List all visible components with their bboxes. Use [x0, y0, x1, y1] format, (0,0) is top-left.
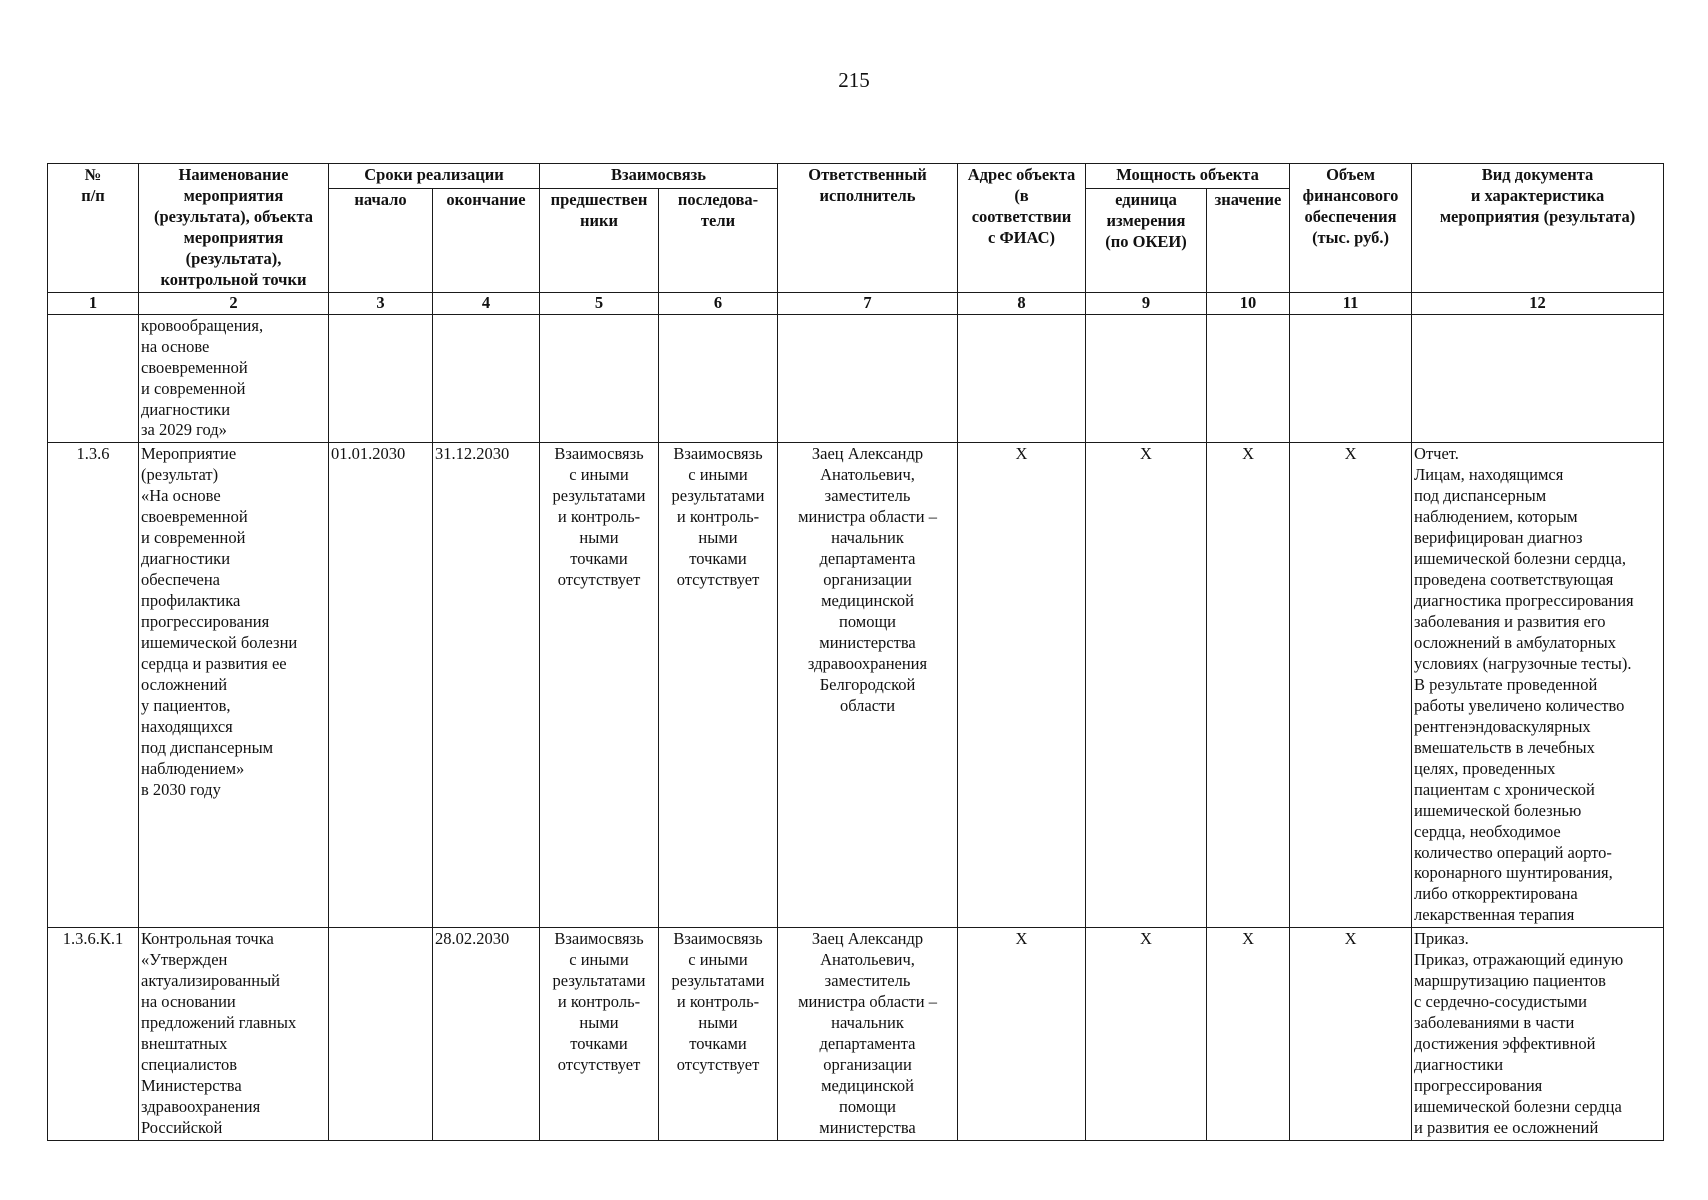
row-document — [1412, 314, 1664, 443]
table-row — [48, 928, 1664, 1141]
row-responsible: Заец Александр Анатольевич, заместитель министра области – начальник департамента организации медицинской помощи министерства здравоохранения Белгородской области — [778, 443, 958, 928]
row-end: 28.02.2030 — [433, 928, 540, 1141]
row-document: Приказ. Приказ, отражающий единую маршрутизацию пациентов с сердечно-сосудистыми заболеваниями в части достижения эффективной диагностики прогрессирования ишемической болезни сердца и развития ее осложнений — [1412, 928, 1664, 1141]
column-number: 2 — [139, 292, 329, 314]
row-predecessors: Взаимосвязь с иными результатами и контроль- ными точками отсутствует — [540, 928, 659, 1141]
row-value: Х — [1207, 928, 1290, 1141]
header-power: Мощность объекта — [1086, 164, 1290, 189]
column-number: 3 — [329, 292, 433, 314]
row-end — [433, 314, 540, 443]
row-successors: Взаимосвязь с иными результатами и контроль- ными точками отсутствует — [659, 928, 778, 1141]
header-predecessors: предшествен ники — [540, 188, 659, 292]
row-address: Х — [958, 443, 1086, 928]
row-number: 1.3.6.К.1 — [48, 928, 139, 1141]
row-predecessors — [540, 314, 659, 443]
row-value — [1207, 314, 1290, 443]
header-name: Наименование мероприятия (результата), объекта мероприятия (результата), контрольной точки — [139, 164, 329, 293]
column-number: 9 — [1086, 292, 1207, 314]
header-start: начало — [329, 188, 433, 292]
row-responsible — [778, 314, 958, 443]
row-name: Контрольная точка «Утвержден актуализированный на основании предложений главных внештатных специалистов Министерства здравоохранения Российской — [139, 928, 329, 1141]
column-number: 1 — [48, 292, 139, 314]
column-number: 6 — [659, 292, 778, 314]
row-successors — [659, 314, 778, 443]
row-document: Отчет. Лицам, находящимся под диспансерным наблюдением, которым верифицирован диагноз ишемической болезни сердца, проведена соответствующая диагностика прогрессирования заболевания и развития его осложнений в амбулаторных условиях (нагрузочные тесты). В результате проведенной работы увеличено количество рентгенэндоваскулярных вмешательств в лечебных целях, проведенных пациентам с хронической ишемической болезнью сердца, необходимое количество операций аорто- коронарного шунтирования, либо откорректирована лекарственная терапия — [1412, 443, 1664, 928]
table-row — [48, 314, 1664, 443]
row-start: 01.01.2030 — [329, 443, 433, 928]
header-financing: Объем финансового обеспечения (тыс. руб.) — [1290, 164, 1412, 293]
row-predecessors: Взаимосвязь с иными результатами и контроль- ными точками отсутствует — [540, 443, 659, 928]
row-start — [329, 314, 433, 443]
header-responsible: Ответственный исполнитель — [778, 164, 958, 293]
row-financing: Х — [1290, 928, 1412, 1141]
row-name: Мероприятие (результат) «На основе своевременной и современной диагностики обеспечена профилактика прогрессирования ишемической болезни сердца и развития ее осложнений у пациентов, находящихся под диспансерным наблюдением» в 2030 году — [139, 443, 329, 928]
column-number: 11 — [1290, 292, 1412, 314]
row-address: Х — [958, 928, 1086, 1141]
row-responsible: Заец Александр Анатольевич, заместитель министра области – начальник департамента организации медицинской помощи министерства — [778, 928, 958, 1141]
column-number: 8 — [958, 292, 1086, 314]
column-number: 10 — [1207, 292, 1290, 314]
row-financing: Х — [1290, 443, 1412, 928]
row-unit — [1086, 314, 1207, 443]
page-number: 215 — [838, 68, 870, 92]
row-value: Х — [1207, 443, 1290, 928]
header-document: Вид документа и характеристика мероприятия (результата) — [1412, 164, 1664, 293]
column-numbers-row — [48, 292, 1664, 314]
row-number: 1.3.6 — [48, 443, 139, 928]
header-successors: последова- тели — [659, 188, 778, 292]
row-unit: Х — [1086, 443, 1207, 928]
header-address: Адрес объекта (в соответствии с ФИАС) — [958, 164, 1086, 293]
column-number: 7 — [778, 292, 958, 314]
row-successors: Взаимосвязь с иными результатами и контроль- ными точками отсутствует — [659, 443, 778, 928]
header-end: окончание — [433, 188, 540, 292]
header-no: № п/п — [48, 164, 139, 293]
column-number: 4 — [433, 292, 540, 314]
header-row — [48, 164, 1664, 189]
header-value: значение — [1207, 188, 1290, 292]
row-start — [329, 928, 433, 1141]
row-end: 31.12.2030 — [433, 443, 540, 928]
row-address — [958, 314, 1086, 443]
table-row — [48, 443, 1664, 928]
row-financing — [1290, 314, 1412, 443]
row-name: кровообращения, на основе своевременной и современной диагностики за 2029 год» — [139, 314, 329, 443]
column-number: 5 — [540, 292, 659, 314]
header-unit: единица измерения (по ОКЕИ) — [1086, 188, 1207, 292]
column-number: 12 — [1412, 292, 1664, 314]
header-terms: Сроки реализации — [329, 164, 540, 189]
plan-table — [47, 163, 1664, 1141]
row-unit: Х — [1086, 928, 1207, 1141]
header-link: Взаимосвязь — [540, 164, 778, 189]
row-number — [48, 314, 139, 443]
